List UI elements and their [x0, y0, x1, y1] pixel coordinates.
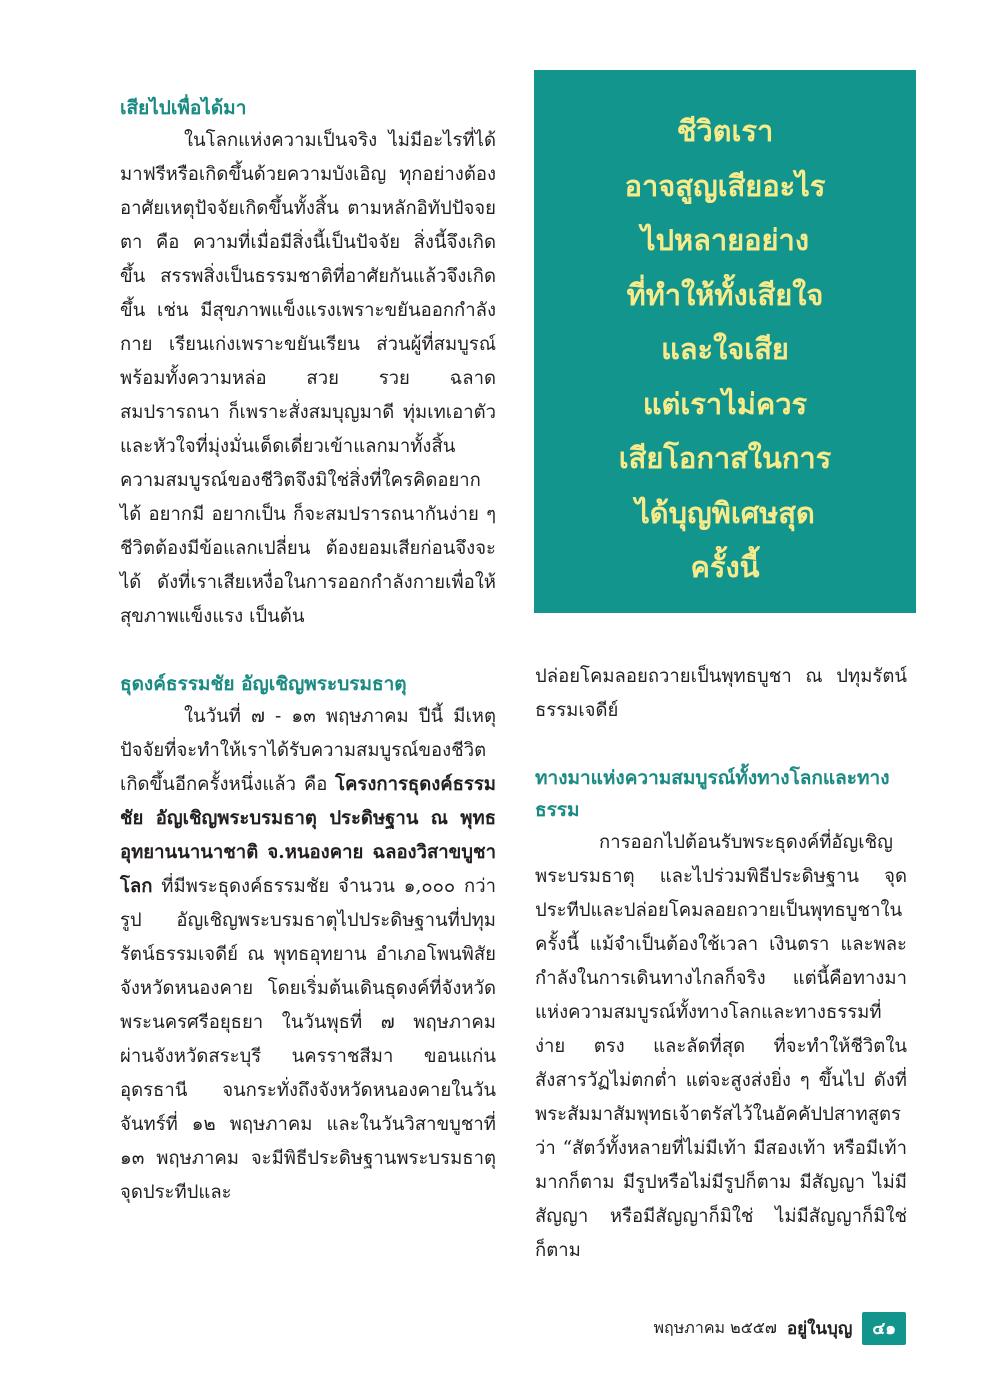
section-body-path-to-perfection: การออกไปต้อนรับพระธุดงค์ที่อัญเชิญพระบรมธาตุ และไปร่วมพิธีประดิษฐาน จุดประทีปและปล่อยโคมลอยถวายเป็นพุทธบูชาในครั้งนี้ แม้จำเป็นต้องใช้เวลา เงินตรา และพละกำลังในการเดินทางไกลก็จริง แต่นี้คือทางมาแห่งความสมบูรณ์ทั้งทางโลกและทางธรรมที่ง่าย ตรง และลัดที่สุด ที่จะทำให้ชีวิตในสังสารวัฏไม่ตกต่ำ แต่จะสูงส่งยิ่ง ๆ ขึ้นไป ดังที่พระสัมมาสัมพุทธเจ้าตรัสไว้ในอัคคัปปสาทสูตรว่า “สัตว์ทั้งหลายที่ไม่มีเท้า มีสองเท้า หรือมีเท้ามากก็ตาม มีรูปหรือไม่มีรูปก็ตาม มีสัญญา ไม่มีสัญญา หรือมีสัญญาก็มิใช่ ไม่มีสัญญาก็มิใช่ก็ตาม [535, 832, 907, 1261]
pull-quote-box [534, 70, 916, 613]
quote-line: ที่ทำให้ทั้งเสียใจ [626, 277, 824, 312]
paragraph-gap [120, 634, 496, 668]
dhutanga-intro: ในวันที่ ๗ - ๑๓ พฤษภาคม ปีนี้ มีเหตุปัจจัยที่จะทำให้เราได้รับความสมบูรณ์ของชีวิตเกิดขึ้นอีกครั้งหนึ่งแล้ว คือ [120, 706, 496, 795]
quote-line: ได้บุญพิเศษสุด [635, 495, 815, 530]
dhutanga-project-name: โครงการธุดงค์ธรรมชัย อัญเชิญพระบรมธาตุ ประดิษฐาน ณ พุทธอุทยานนานาชาติ จ.หนองคาย ฉลองวิสาขบูชาโลก [120, 774, 496, 897]
section-heading-path-to-perfection: ทางมาแห่งความสมบูรณ์ทั้งทางโลกและทางธรรม [535, 767, 890, 821]
continuation-text: ปล่อยโคมลอยถวายเป็นพุทธบูชา ณ ปทุมรัตน์ธรรมเจดีย์ [535, 666, 907, 721]
page-footer [654, 1312, 907, 1344]
quote-line: และใจเสีย [661, 332, 789, 366]
quote-line: แต่เราไม่ควร [642, 386, 808, 421]
section-body-dhutanga [120, 700, 496, 1210]
page-number-badge: ๔๑ [862, 1312, 906, 1345]
quote-line: ไปหลายอย่าง [640, 223, 809, 257]
quote-line: เสียโอกาสในการ [618, 441, 832, 475]
footer-magazine-name: อยู่ในบุญ [786, 1318, 853, 1339]
section-heading-loss-to-gain: เสียไปเพื่อได้มา [120, 97, 247, 119]
dhutanga-rest: ที่มีพระธุดงค์ธรรมชัย จำนวน ๑,๐๐๐ กว่ารูป อัญเชิญพระบรมธาตุไปประดิษฐานที่ปทุมรัตน์ธรรมเจดีย์ ณ พุทธอุทยาน อำเภอโพนพิสัย จังหวัดหนองคาย โดยเริ่มต้นเดินธุดงค์ที่จังหวัดพระนครศรีอยุธยา ในวันพุธที่ ๗ พฤษภาคม ผ่านจังหวัดสระบุรี นครราชสีมา ขอนแก่น อุดรธานี จนกระทั่งถึงจังหวัดหนองคายในวันจันทร์ที่ ๑๒ พฤษภาคม และในวันวิสาขบูชาที่ ๑๓ พฤษภาคม จะมีพิธีประดิษฐานพระบรมธาตุ จุดประทีปและ [120, 876, 496, 1203]
left-column [120, 92, 496, 1210]
quote-line: ครั้งนี้ [690, 550, 760, 584]
section-heading-dhutanga: ธุดงค์ธรรมชัย อัญเชิญพระบรมธาตุ [120, 673, 407, 695]
paragraph-gap [535, 728, 907, 762]
section-body-loss-to-gain: ในโลกแห่งความเป็นจริง ไม่มีอะไรที่ได้มาฟรีหรือเกิดขึ้นด้วยความบังเอิญ ทุกอย่างต้องอาศัยเหตุปัจจัยเกิดขึ้นทั้งสิ้น ตามหลักอิทัปปัจจยตา คือ ความที่เมื่อมีสิ่งนี้เป็นปัจจัย สิ่งนี้จึงเกิดขึ้น สรรพสิ่งเป็นธรรมชาติที่อาศัยกันแล้วจึงเกิดขึ้น เช่น มีสุขภาพแข็งแรงเพราะขยันออกกำลังกาย เรียนเก่งเพราะขยันเรียน ส่วนผู้ที่สมบูรณ์พร้อมทั้งความหล่อ สวย รวย ฉลาด สมปรารถนา ก็เพราะสั่งสมบุญมาดี ทุ่มเทเอาตัวและหัวใจที่มุ่งมั่นเด็ดเดี่ยวเข้าแลกมาทั้งสิ้น ความสมบูรณ์ของชีวิตจึงมิใช่สิ่งที่ใครคิดอยากได้ อยากมี อยากเป็น ก็จะสมปรารถนากันง่าย ๆ ชีวิตต้องมีข้อแลกเปลี่ยน ต้องยอมเสียก่อนจึงจะได้ ดังที่เราเสียเหงื่อในการออกกำลังกายเพื่อให้สุขภาพแข็งแรง เป็นต้น [120, 130, 496, 627]
quote-line: ชีวิตเรา [676, 114, 774, 148]
quote-line: อาจสูญเสียอะไร [624, 168, 826, 203]
footer-issue-date: พฤษภาคม ๒๕๕๗ [653, 1317, 777, 1337]
right-column [535, 660, 907, 1268]
